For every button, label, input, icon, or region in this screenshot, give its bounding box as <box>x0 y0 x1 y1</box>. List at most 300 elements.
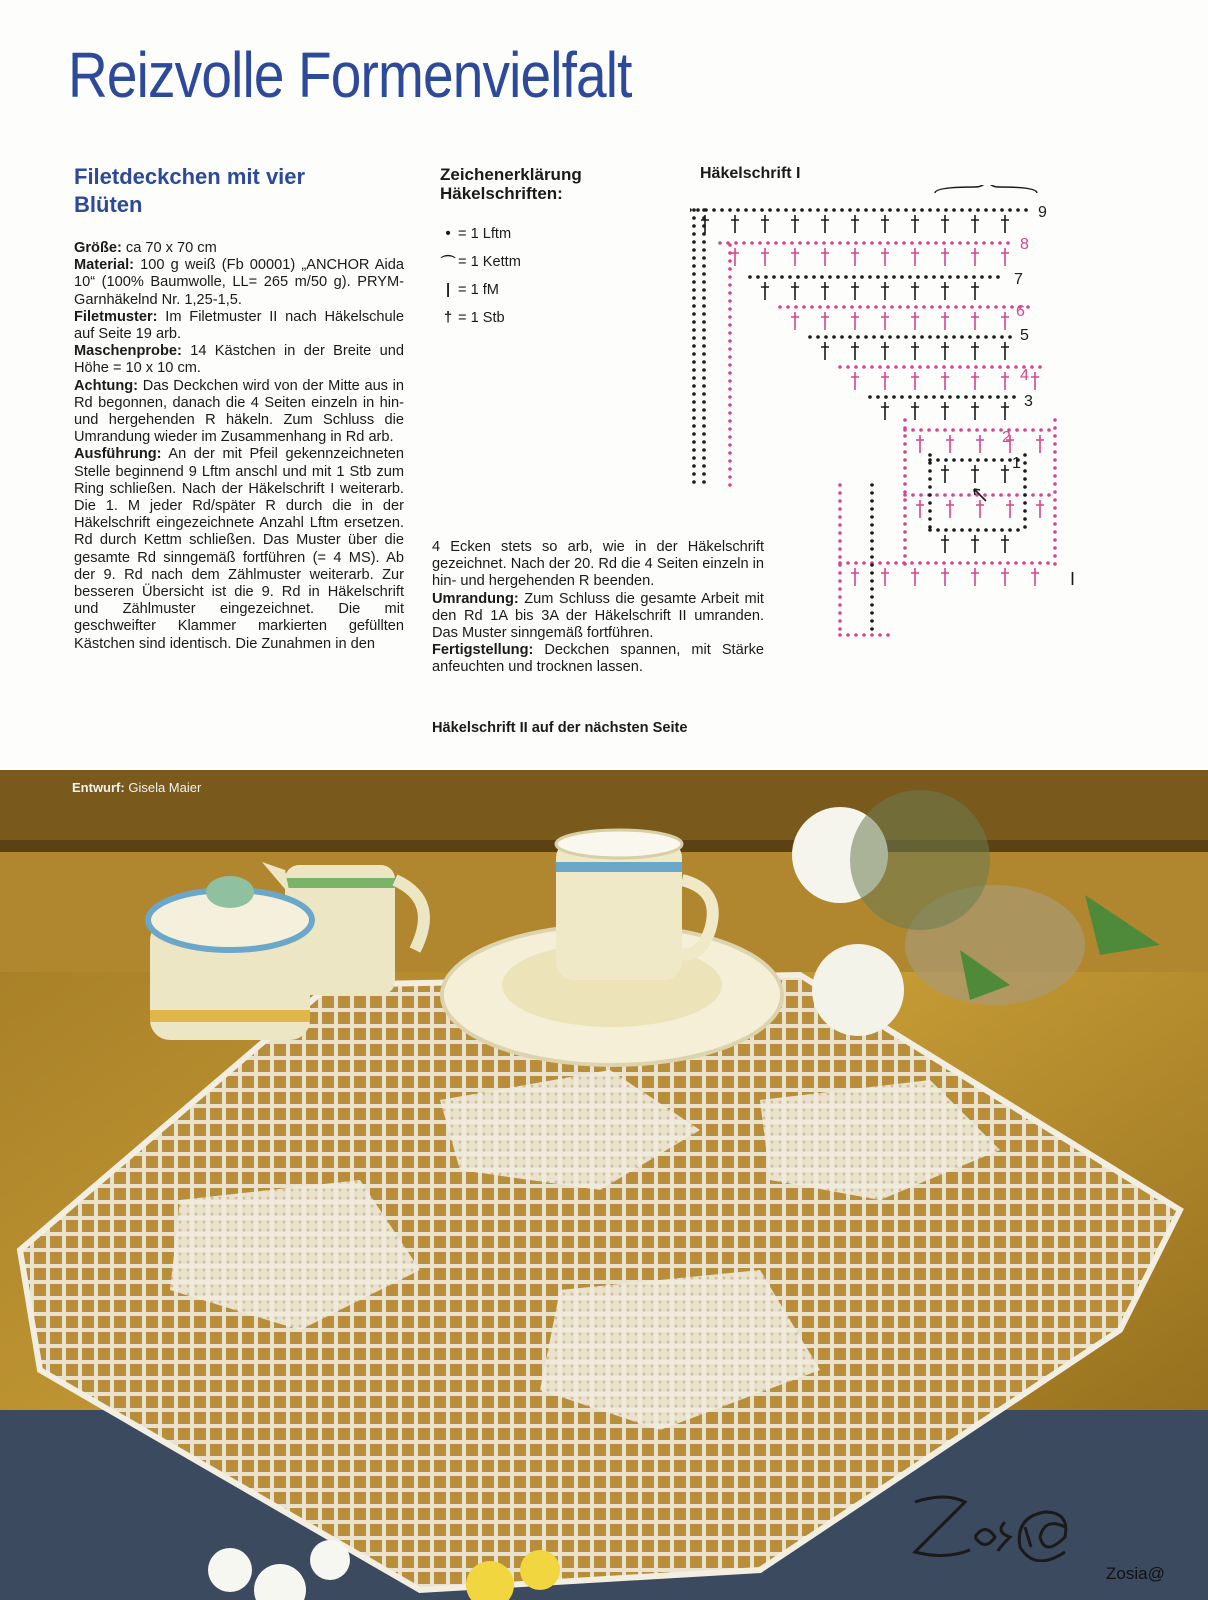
chain-stitch-mark <box>702 464 706 468</box>
chain-stitch-mark <box>916 275 920 279</box>
double-crochet-mark <box>1001 312 1009 330</box>
chain-stitch-mark <box>692 408 696 412</box>
chain-stitch-mark <box>838 515 842 519</box>
chain-stitch-mark <box>900 275 904 279</box>
chain-stitch-mark <box>848 208 852 212</box>
chain-stitch-mark <box>792 208 796 212</box>
chain-stitch-mark <box>848 335 852 339</box>
chain-stitch-mark <box>728 483 732 487</box>
umrandung-text: Zum Schluss die gesamte Arbeit mit den Rd 1A bis 3A der Häkelschrift II umranden. Das Muster sinngemäß fortführen. <box>432 590 764 642</box>
chain-stitch-mark <box>903 426 907 430</box>
double-crochet-mark <box>821 248 829 266</box>
chain-stitch-mark <box>812 275 816 279</box>
chain-stitch-mark <box>692 464 696 468</box>
double-crochet-mark <box>851 312 859 330</box>
chain-stitch-mark <box>876 395 880 399</box>
chain-stitch-mark <box>702 224 706 228</box>
chain-stitch-mark <box>692 312 696 316</box>
legend-item <box>440 276 600 304</box>
double-crochet-mark <box>881 342 889 360</box>
chain-stitch-mark <box>728 355 732 359</box>
chain-stitch-mark <box>936 335 940 339</box>
chain-stitch-mark <box>1053 490 1057 494</box>
chain-stitch-mark <box>903 458 907 462</box>
chain-stitch-mark <box>1002 305 1006 309</box>
chain-stitch-mark <box>712 208 716 212</box>
chain-stitch-mark <box>736 208 740 212</box>
chain-stitch-mark <box>1012 395 1016 399</box>
double-crochet-mark <box>1031 568 1039 586</box>
chain-stitch-mark <box>862 561 866 565</box>
legend-item <box>440 220 600 248</box>
chain-stitch-mark <box>702 384 706 388</box>
chain-stitch-mark <box>776 208 780 212</box>
chain-stitch-mark <box>903 466 907 470</box>
double-crochet-mark <box>1001 372 1009 390</box>
chain-stitch-mark <box>728 443 732 447</box>
chain-stitch-mark <box>942 365 946 369</box>
legend-item-text: = 1 Kettm <box>458 254 521 270</box>
chain-stitch-mark <box>1053 482 1057 486</box>
chain-stitch-mark <box>728 259 732 263</box>
chain-stitch-mark <box>958 561 962 565</box>
ausfuehrung-paragraph <box>74 446 404 652</box>
legend-item-text: = 1 Lftm <box>458 226 512 242</box>
double-crochet-mark <box>976 435 984 453</box>
chain-stitch-mark <box>978 305 982 309</box>
chain-stitch-mark <box>728 307 732 311</box>
double-crochet-mark <box>821 342 829 360</box>
chain-stitch-mark <box>951 493 955 497</box>
chain-stitch-mark <box>918 365 922 369</box>
chain-stitch-mark <box>728 299 732 303</box>
yellow-flower <box>520 1550 560 1590</box>
size-paragraph <box>74 240 404 257</box>
chain-stitch-mark <box>870 587 874 591</box>
chain-stitch-mark <box>782 241 786 245</box>
chain-stitch-mark <box>692 328 696 332</box>
chain-stitch-mark <box>1004 395 1008 399</box>
chain-stitch-mark <box>764 275 768 279</box>
chain-stitch-mark <box>950 561 954 565</box>
chain-stitch-mark <box>818 305 822 309</box>
maschenprobe-paragraph <box>74 343 404 377</box>
ausfuehrung-label: Ausführung: <box>74 446 162 463</box>
chain-stitch-mark <box>728 427 732 431</box>
chain-stitch-mark <box>976 458 980 462</box>
double-crochet-mark <box>791 312 799 330</box>
chain-stitch-mark <box>846 241 850 245</box>
chain-stitch-mark <box>960 528 964 532</box>
chain-stitch-mark <box>872 335 876 339</box>
chain-stitch-mark <box>702 296 706 300</box>
double-crochet-mark <box>911 248 919 266</box>
chain-stitch-mark <box>822 241 826 245</box>
chain-stitch-mark <box>804 275 808 279</box>
chain-stitch-mark <box>846 633 850 637</box>
jug-tile-band <box>285 878 395 888</box>
design-credit <box>72 780 201 795</box>
chain-stitch-mark <box>840 208 844 212</box>
chain-stitch-mark <box>903 490 907 494</box>
chain-stitch-mark <box>692 344 696 348</box>
chain-stitch-mark <box>864 335 868 339</box>
chain-stitch-mark <box>936 458 940 462</box>
chain-stitch-mark <box>854 561 858 565</box>
chain-stitch-mark <box>692 336 696 340</box>
chain-stitch-mark <box>832 335 836 339</box>
chain-stitch-mark <box>928 208 932 212</box>
chain-stitch-mark <box>962 305 966 309</box>
legend-heading: Zeichenerklärung Häkelschriften: <box>440 165 582 203</box>
chain-stitch-mark <box>794 305 798 309</box>
chain-stitch-mark <box>1053 434 1057 438</box>
chain-stitch-mark <box>788 275 792 279</box>
chain-stitch-mark <box>728 331 732 335</box>
legend-item-text: = 1 fM <box>458 282 499 298</box>
chain-stitch-mark <box>1053 530 1057 534</box>
chain-stitch-mark <box>948 395 952 399</box>
chain-stitch-mark <box>800 208 804 212</box>
chain-stitch-mark <box>728 371 732 375</box>
chain-stitch-mark <box>838 499 842 503</box>
double-crochet-mark <box>1001 535 1009 553</box>
chain-stitch-mark <box>702 256 706 260</box>
filetmuster-paragraph <box>74 309 404 343</box>
chain-stitch-mark <box>960 335 964 339</box>
chain-stitch-mark <box>856 208 860 212</box>
chain-stitch-mark <box>928 335 932 339</box>
size-text: ca 70 x 70 cm <box>121 240 217 256</box>
chain-stitch-mark <box>894 561 898 565</box>
material-paragraph <box>74 257 404 309</box>
maschenprobe-text: 14 Kästchen in der Breite und Höhe = 10 x 10 cm. <box>74 343 404 377</box>
chain-stitch-mark <box>986 305 990 309</box>
chain-stitch-mark <box>1023 517 1027 521</box>
chain-stitch-mark <box>728 275 732 279</box>
chain-stitch-mark <box>991 493 995 497</box>
double-crochet-mark <box>941 248 949 266</box>
chain-stitch-mark <box>838 611 842 615</box>
chain-stitch-mark <box>1014 365 1018 369</box>
chain-stitch-mark <box>1023 509 1027 513</box>
chain-stitch-mark <box>898 305 902 309</box>
double-crochet-mark <box>851 342 859 360</box>
chain-stitch-mark <box>916 395 920 399</box>
chain-stitch-mark <box>696 208 700 212</box>
credit-label: Entwurf: <box>72 780 125 795</box>
chain-stitch-mark <box>840 335 844 339</box>
chain-stitch-mark <box>870 619 874 623</box>
double-crochet-mark <box>881 312 889 330</box>
chain-stitch-mark <box>912 335 916 339</box>
chain-stitch-mark <box>838 523 842 527</box>
chain-stitch-mark <box>692 448 696 452</box>
chain-stitch-mark <box>1047 428 1051 432</box>
chain-stitch-mark <box>728 251 732 255</box>
chain-stitch-mark <box>910 241 914 245</box>
double-crochet-mark <box>946 435 954 453</box>
chain-stitch-mark <box>968 335 972 339</box>
chain-stitch-mark <box>919 428 923 432</box>
double-crochet-mark <box>971 535 979 553</box>
fertigstellung-text: Deckchen spannen, mit Stärke anfeuchten und trocknen lassen. <box>432 642 764 676</box>
chain-stitch-mark <box>900 395 904 399</box>
chain-stitch-mark <box>964 275 968 279</box>
double-crochet-mark <box>911 312 919 330</box>
chain-stitch-mark <box>876 275 880 279</box>
chain-stitch-mark <box>934 365 938 369</box>
chain-stitch-mark <box>1039 493 1043 497</box>
chain-stitch-mark <box>992 458 996 462</box>
continuation-text: 4 Ecken stets so arb, wie in der Häkelschrift gezeichnet. Nach der 20. Rd die 4 Seiten einzeln in hin- und hergehenden R beenden. <box>432 539 764 590</box>
chain-stitch-mark <box>692 456 696 460</box>
double-crochet-mark <box>851 372 859 390</box>
chain-stitch-mark <box>894 241 898 245</box>
chain-stitch-mark <box>928 453 932 457</box>
chain-stitch-mark <box>935 428 939 432</box>
chain-stitch-mark <box>926 365 930 369</box>
chain-stitch-mark <box>728 459 732 463</box>
chain-stitch-mark <box>952 458 956 462</box>
chain-stitch-mark <box>1000 458 1004 462</box>
chain-stitch-mark <box>692 368 696 372</box>
chain-stitch-mark <box>1053 418 1057 422</box>
chain-stitch-mark <box>1006 241 1010 245</box>
chain-stitch-mark <box>856 335 860 339</box>
chain-stitch-mark <box>944 528 948 532</box>
chain-stitch-mark <box>991 428 995 432</box>
round-label: 2 <box>1002 429 1011 446</box>
chain-stitch-mark <box>980 395 984 399</box>
chain-stitch-mark <box>758 241 762 245</box>
chain-stitch-mark <box>728 347 732 351</box>
double-crochet-mark <box>941 342 949 360</box>
chain-stitch-mark <box>926 241 930 245</box>
double-crochet-mark <box>1001 465 1009 483</box>
chain-stitch-mark <box>943 493 947 497</box>
size-label: Größe: <box>74 240 122 256</box>
daisy-flower <box>310 1540 350 1580</box>
chain-stitch-mark <box>846 561 850 565</box>
chain-stitch-mark <box>1000 528 1004 532</box>
chain-stitch-mark <box>846 365 850 369</box>
chain-stitch-mark <box>1015 428 1019 432</box>
chain-stitch-mark <box>728 267 732 271</box>
chain-stitch-mark <box>972 275 976 279</box>
chain-stitch-mark <box>692 352 696 356</box>
double-crochet-mark <box>971 568 979 586</box>
chain-stitch-mark <box>702 480 706 484</box>
chain-stitch-mark <box>870 555 874 559</box>
chain-stitch-mark <box>1008 528 1012 532</box>
chain-stitch-mark <box>1007 493 1011 497</box>
chain-stitch-mark <box>870 531 874 535</box>
crochet-chart <box>690 185 1090 655</box>
chain-stitch-mark <box>878 633 882 637</box>
double-crochet-mark <box>821 282 829 300</box>
double-crochet-mark <box>911 372 919 390</box>
chain-stitch-mark <box>728 315 732 319</box>
chain-stitch-mark <box>692 240 696 244</box>
chain-stitch-mark <box>903 450 907 454</box>
chain-stitch-mark <box>690 208 692 212</box>
chain-stitch-mark <box>870 563 874 567</box>
chain-stitch-mark <box>1026 305 1030 309</box>
chain-stitch-mark <box>919 493 923 497</box>
chain-stitch-mark <box>834 305 838 309</box>
chain-stitch-mark <box>998 561 1002 565</box>
chain-stitch-mark <box>702 320 706 324</box>
chain-stitch-mark <box>982 241 986 245</box>
chain-stitch-mark <box>910 561 914 565</box>
chain-stitch-mark <box>870 523 874 527</box>
chain-stitch-mark <box>702 280 706 284</box>
chain-stitch-mark <box>1023 525 1027 529</box>
chain-stitch-mark <box>806 241 810 245</box>
chain-stitch-mark <box>702 432 706 436</box>
double-crochet-mark <box>941 465 949 483</box>
lid-knob <box>206 876 254 908</box>
cup-rim <box>556 830 682 858</box>
chain-stitch-mark <box>702 368 706 372</box>
product-photo <box>0 770 1208 1600</box>
chain-stitch-mark <box>903 538 907 542</box>
chain-stitch-mark <box>728 419 732 423</box>
chain-stitch-mark <box>904 208 908 212</box>
chain-stitch-mark <box>928 477 932 481</box>
chain-stitch-mark <box>692 280 696 284</box>
chain-stitch-mark <box>972 395 976 399</box>
chain-stitch-mark <box>967 428 971 432</box>
chain-stitch-mark <box>906 305 910 309</box>
chain-stitch-mark <box>1023 493 1027 497</box>
chain-stitch-mark <box>880 335 884 339</box>
chain-stitch-mark <box>1053 458 1057 462</box>
chain-stitch-mark <box>950 241 954 245</box>
chain-stitch-mark <box>912 208 916 212</box>
chain-stitch-mark <box>928 469 932 473</box>
double-crochet-mark <box>971 465 979 483</box>
chain-stitch-mark <box>1031 428 1035 432</box>
pattern-subtitle: Filetdeckchen mit vier Blüten <box>74 164 306 217</box>
bowl-tile-band <box>150 1010 310 1022</box>
round-label: 9 <box>1038 204 1047 221</box>
chain-stitch-mark <box>1053 554 1057 558</box>
chain-stitch-mark <box>728 403 732 407</box>
single-crochet-icon: | <box>445 282 451 298</box>
chain-stitch-mark <box>1030 365 1034 369</box>
chain-stitch-mark <box>896 208 900 212</box>
chain-stitch-mark <box>748 275 752 279</box>
chain-stitch-mark <box>928 501 932 505</box>
double-crochet-mark <box>791 282 799 300</box>
slip-stitch-icon: ⌒ <box>440 255 456 272</box>
chain-stitch-mark <box>870 499 874 503</box>
chain-stitch-mark <box>928 493 932 497</box>
chain-stitch-mark <box>1053 522 1057 526</box>
chain-stitch-mark <box>966 241 970 245</box>
double-crochet-mark <box>941 402 949 420</box>
chain-stitch-mark <box>1023 453 1027 457</box>
double-crochet-mark <box>941 282 949 300</box>
chain-stitch-mark <box>884 275 888 279</box>
chain-stitch-mark <box>952 208 956 212</box>
chain-stitch-mark <box>774 241 778 245</box>
chain-stitch-mark <box>940 395 944 399</box>
double-crochet-mark <box>971 215 979 233</box>
chain-stitch-mark <box>838 579 842 583</box>
chain-stitch-mark <box>944 335 948 339</box>
chain-stitch-mark <box>720 208 724 212</box>
chain-stitch-mark <box>936 208 940 212</box>
chain-stitch-mark <box>888 208 892 212</box>
chain-stitch-mark <box>784 208 788 212</box>
chain-stitch-mark <box>886 633 890 637</box>
chain-stitch-mark <box>692 288 696 292</box>
achtung-label: Achtung: <box>74 377 139 394</box>
bracket-mark <box>935 185 1037 193</box>
chain-stitch-mark <box>728 323 732 327</box>
chain-stitch-mark <box>970 305 974 309</box>
double-crochet-mark <box>1036 435 1044 453</box>
chain-stitch-mark <box>692 296 696 300</box>
umrandung-label: Umrandung: <box>432 590 519 607</box>
chain-stitch-mark <box>752 208 756 212</box>
double-crochet-icon: † <box>443 310 453 326</box>
chain-stitch-mark <box>940 275 944 279</box>
chain-stitch-mark <box>816 208 820 212</box>
chain-stitch-mark <box>967 493 971 497</box>
chain-stitch-mark <box>932 395 936 399</box>
chain-stitch-mark <box>1000 335 1004 339</box>
chain-stitch-mark <box>728 291 732 295</box>
chain-stitch-mark <box>838 627 842 631</box>
chain-stitch-mark <box>886 365 890 369</box>
chain-stitch-mark <box>838 507 842 511</box>
chain-stitch-mark <box>890 305 894 309</box>
chain-stitch-mark <box>984 208 988 212</box>
chain-stitch-mark <box>702 424 706 428</box>
chain-stitch-mark <box>880 208 884 212</box>
chain-stitch-mark <box>838 491 842 495</box>
chain-stitch-mark <box>1053 538 1057 542</box>
chain-stitch-mark <box>908 395 912 399</box>
chain-stitch-mark <box>798 241 802 245</box>
chain-stitch-mark <box>692 248 696 252</box>
chain-stitch-mark <box>903 546 907 550</box>
double-crochet-mark <box>971 312 979 330</box>
chain-stitch-mark <box>908 275 912 279</box>
chain-stitch-mark <box>760 208 764 212</box>
chain-stitch-mark <box>780 275 784 279</box>
chain-stitch-mark <box>996 275 1000 279</box>
chain-stitch-mark <box>1053 442 1057 446</box>
double-crochet-mark <box>941 568 949 586</box>
round-label: 3 <box>1024 393 1033 410</box>
chain-stitch-mark <box>766 241 770 245</box>
chain-stitch-mark <box>868 275 872 279</box>
chain-stitch-mark <box>975 428 979 432</box>
chart-stitch-grid <box>690 185 1057 637</box>
credit-name: Gisela Maier <box>128 780 202 795</box>
chain-stitch-mark <box>886 241 890 245</box>
chain-stitch-mark <box>854 365 858 369</box>
double-crochet-mark <box>971 282 979 300</box>
chain-stitch-mark <box>1024 208 1028 212</box>
chain-stitch-mark <box>910 365 914 369</box>
chain-stitch-mark <box>892 275 896 279</box>
